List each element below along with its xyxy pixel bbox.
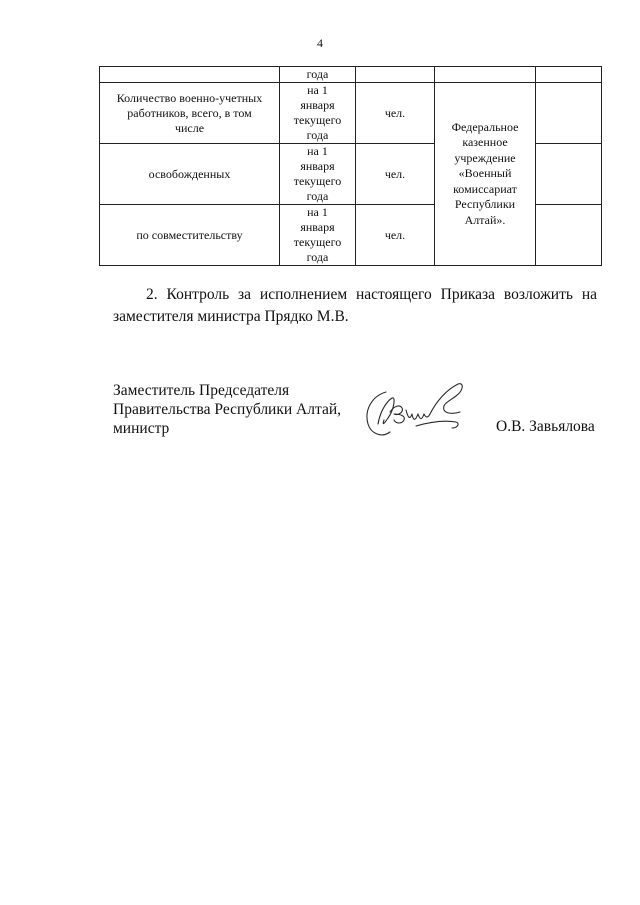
period-cell: на 1 января текущего года [280,83,356,144]
unit-cell: чел. [356,83,435,144]
unit-cell: чел. [356,144,435,205]
control-paragraph [113,284,597,328]
table-row [100,83,602,144]
page-number: 4 [317,36,323,50]
note-cell [536,83,602,144]
paragraph-line: 2. Контроль за исполнением настоящего Приказа возложить на [146,286,597,303]
note-cell [536,144,602,205]
indicator-cell: освобожденных [100,144,280,205]
signatory-position: Заместитель Председателя Правительства Республики Алтай, министр [113,382,341,437]
indicator-cell: по совместительству [100,205,280,266]
data-table [99,66,602,266]
period-cell: на 1 января текущего года [280,144,356,205]
table-row [100,67,602,83]
note-cell [536,67,602,83]
signer-name: О.В. Завьялова [496,418,595,435]
paragraph-line: заместителя министра Прядко М.В. [113,308,349,325]
unit-cell [356,67,435,83]
indicator-cell: Количество военно-учетных работников, всего, в том числе [100,83,280,144]
indicator-cell [100,67,280,83]
source-cell: Федеральное казенное учреждение «Военный комиссариат Республики Алтай». [435,83,536,266]
period-cell: года [280,67,356,83]
handwritten-signature [360,380,470,442]
period-cell: на 1 января текущего года [280,205,356,266]
unit-cell: чел. [356,205,435,266]
source-cell [435,67,536,83]
note-cell [536,205,602,266]
